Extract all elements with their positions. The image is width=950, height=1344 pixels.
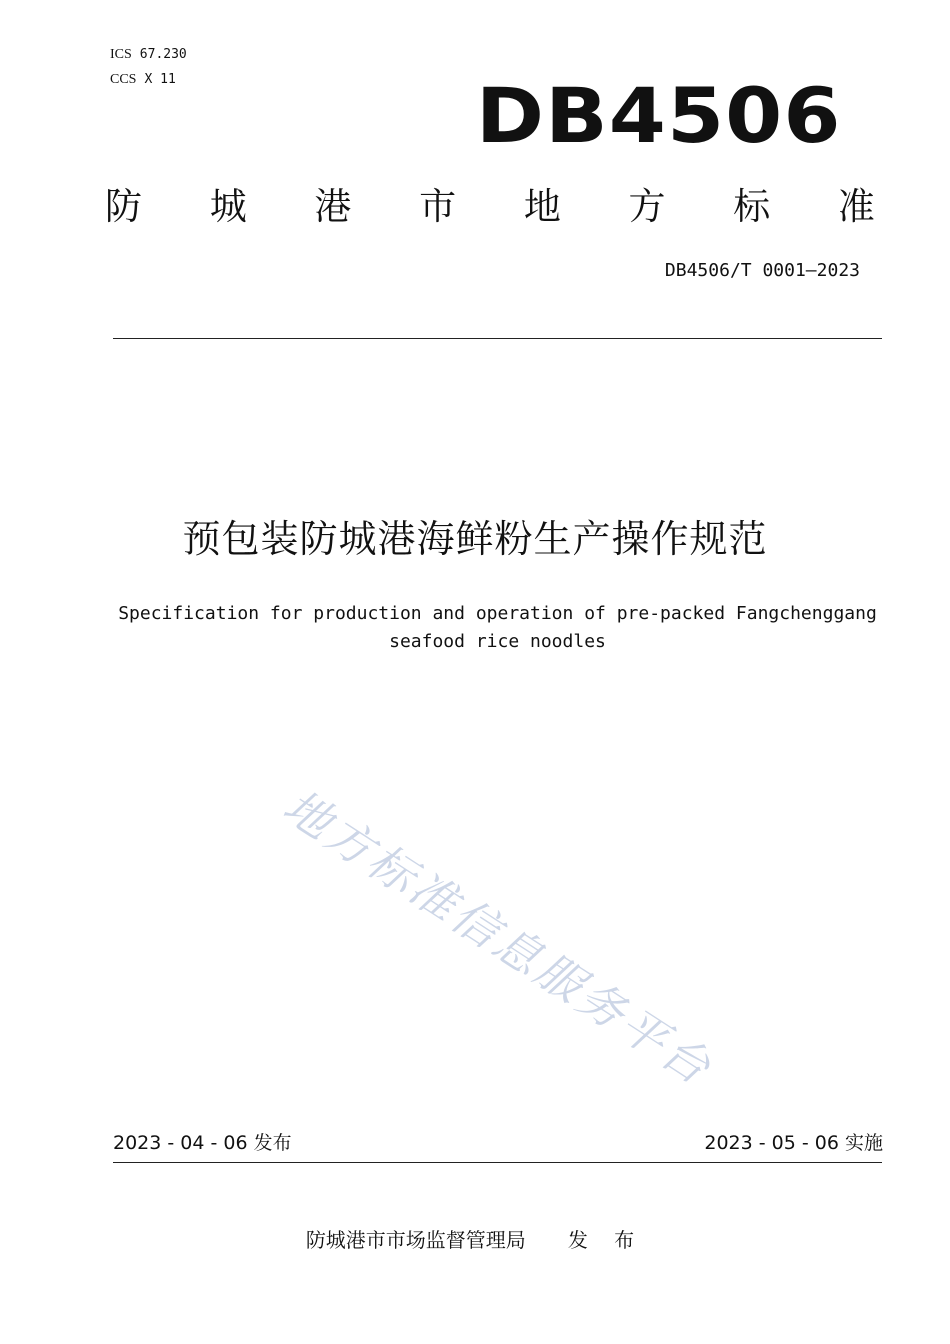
ccs-label: CCS [110, 72, 137, 87]
standard-type-char: 标 [733, 185, 771, 228]
standard-code: DB4506 [476, 71, 842, 160]
standard-type-char: 准 [837, 185, 875, 228]
bottom-divider [113, 1162, 882, 1163]
top-divider [113, 338, 882, 339]
issuer-action: 发 布 [567, 1228, 645, 1252]
standard-type-char: 地 [523, 185, 561, 228]
ccs-classification [110, 73, 176, 87]
watermark: 地方标准信息服务平台 [273, 778, 723, 1097]
ics-label: ICS [110, 47, 132, 62]
title-en-line: Specification for production and operation of pre-packed Fangchenggang [118, 603, 877, 624]
ccs-value: X 11 [144, 72, 176, 87]
standard-type-char: 城 [209, 185, 247, 228]
standard-type-char: 市 [419, 185, 457, 228]
issuer-name: 防城港市市场监督管理局 [305, 1228, 526, 1252]
ics-value: 67.230 [139, 47, 187, 62]
ics-classification [110, 48, 187, 62]
title-en-line: seafood rice noodles [389, 631, 606, 652]
standard-type-char: 防 [105, 185, 142, 228]
document-title-cn: 预包装防城港海鲜粉生产操作规范 [182, 517, 768, 561]
standard-number: DB4506/T 0001—2023 [664, 260, 860, 281]
document-title-en [100, 600, 895, 656]
publish-date: 2023 - 04 - 06 发布 [113, 1132, 292, 1154]
standard-type-heading [105, 185, 875, 228]
issuer-line [0, 1230, 950, 1250]
implement-date: 2023 - 05 - 06 实施 [704, 1132, 883, 1154]
standard-type-char: 港 [314, 185, 352, 228]
standard-type-char: 方 [628, 185, 666, 228]
